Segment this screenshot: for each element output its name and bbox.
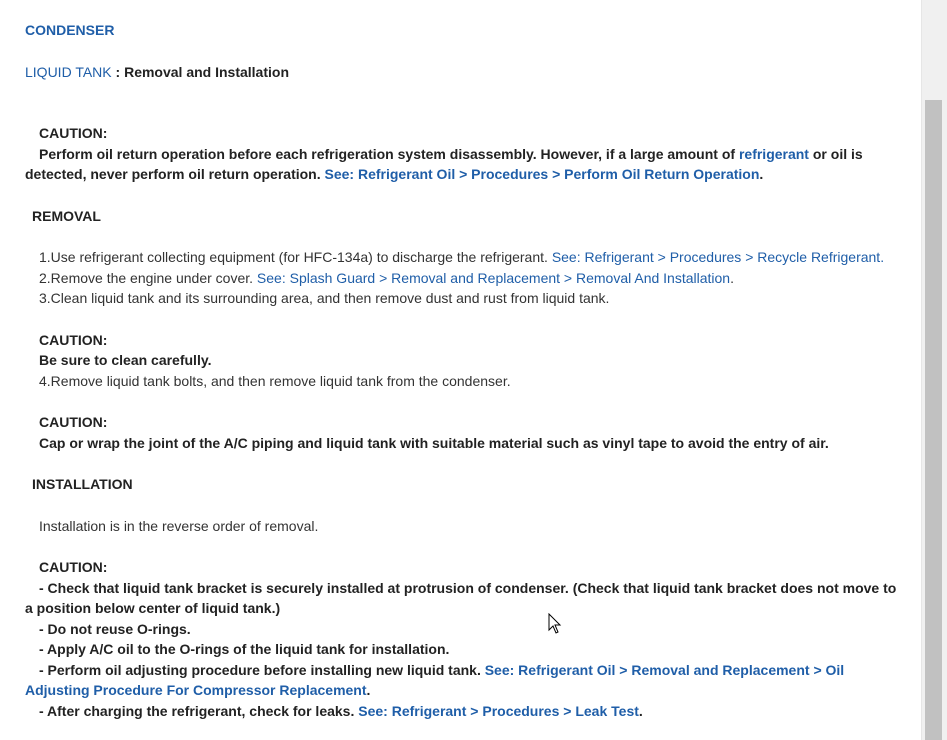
step-2-end: .: [730, 269, 734, 286]
caution-item-3: - Apply A/C oil to the O-rings of the liquid tank for installation.: [39, 641, 450, 657]
breadcrumb-parent-row: [25, 20, 905, 41]
caution-item-1: - Check that liquid tank bracket is securely installed at protrusion of condenser. (Check that liquid tank bracket does not move to a position below center of liquid tank.): [25, 579, 897, 616]
caution-text-b: or oil is detected, never perform oil return operation.: [25, 145, 863, 182]
caution-item-5: [25, 701, 905, 722]
installation-text: Installation is in the reverse order of removal.: [39, 517, 319, 534]
caution-label: CAUTION:: [39, 125, 108, 141]
caution-label: CAUTION:: [39, 414, 108, 430]
mouse-pointer-icon: [548, 613, 562, 635]
oil-return-link[interactable]: See: Refrigerant Oil > Procedures > Perform Oil Return Operation: [324, 166, 760, 182]
breadcrumb-liquid-tank-link[interactable]: LIQUID TANK: [25, 63, 112, 80]
caution-item-4: [25, 660, 905, 701]
caution-label: CAUTION:: [39, 331, 108, 348]
caution-label: CAUTION:: [39, 559, 108, 575]
breadcrumb-condenser-link[interactable]: CONDENSER: [25, 22, 115, 38]
removal-heading: REMOVAL: [32, 207, 101, 224]
item-4-text: - Perform oil adjusting procedure before installing new liquid tank.: [39, 661, 485, 678]
installation-heading: INSTALLATION: [32, 476, 133, 492]
title-separator: :: [111, 63, 125, 80]
recycle-refrigerant-link[interactable]: See: Refrigerant > Procedures > Recycle Refrigerant.: [551, 249, 885, 265]
scrollbar-thumb[interactable]: [925, 100, 942, 740]
caution-text-end: .: [759, 166, 764, 182]
removal-step-4: 4.Remove liquid tank bolts, and then remove liquid tank from the condenser.: [39, 372, 511, 389]
caution-text: Be sure to clean carefully.: [39, 352, 212, 368]
item-4-end: .: [366, 682, 371, 698]
title-text: Removal and Installation: [124, 63, 290, 80]
caution-paragraph: [25, 144, 905, 185]
page-title: [25, 62, 905, 83]
caution-text-a: Perform oil return operation before each refrigeration system disassembly. However, if a large amount of: [39, 145, 739, 162]
leak-test-link[interactable]: See: Refrigerant > Procedures > Leak Test: [358, 702, 639, 719]
step-1-text: 1.Use refrigerant collecting equipment (for HFC-134a) to discharge the refrigerant.: [39, 249, 552, 265]
document-body: [25, 20, 905, 721]
oil-adjusting-link[interactable]: See: Refrigerant Oil > Removal and Replacement > Oil Adjusting Procedure For Compressor Replacement: [25, 661, 845, 698]
splash-guard-link[interactable]: See: Splash Guard > Removal and Replacement > Removal And Installation: [256, 269, 731, 286]
refrigerant-link[interactable]: refrigerant: [738, 145, 809, 162]
removal-step-1: [25, 247, 905, 268]
step-2-text: 2.Remove the engine under cover.: [39, 269, 257, 286]
removal-step-3: 3.Clean liquid tank and its surrounding area, and then remove dust and rust from liquid tank.: [39, 290, 610, 306]
caution-text: Cap or wrap the joint of the A/C piping and liquid tank with suitable material such as vinyl tape to avoid the entry of air.: [39, 434, 829, 451]
removal-step-2: [25, 268, 905, 289]
item-5-end: .: [638, 702, 643, 719]
item-5-text: - After charging the refrigerant, check for leaks.: [39, 702, 359, 719]
vertical-scrollbar[interactable]: [921, 0, 947, 740]
caution-item-2: - Do not reuse O-rings.: [39, 620, 191, 637]
